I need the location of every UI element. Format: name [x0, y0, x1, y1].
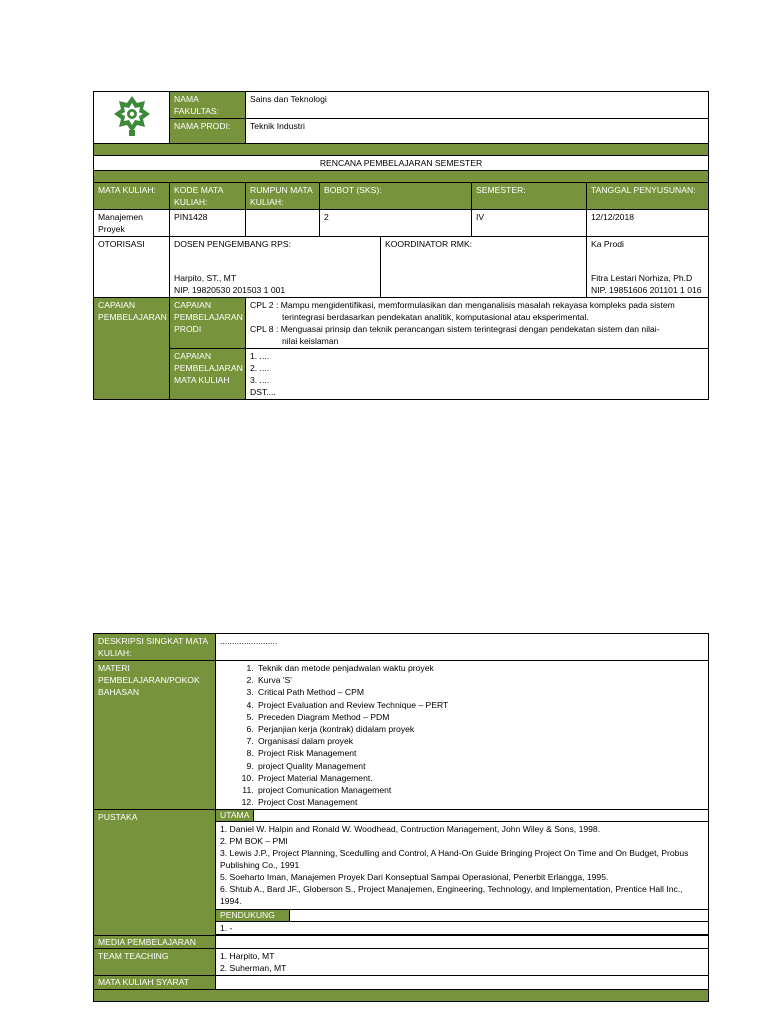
materi-item: 9. project Quality Management	[256, 760, 704, 772]
pustaka-item: 1. Daniel W. Halpin and Ronald W. Woodhead, Contruction Management, John Wiley & Sons, 1998.	[220, 824, 601, 835]
deskripsi-value: ........................	[216, 634, 709, 661]
team-content	[216, 949, 709, 976]
utama-content	[216, 822, 709, 910]
cpl8-line1: CPL 8 : Menguasai prinsip dan teknik perancangan sistem terintegrasi dengan pendekatan sistem dan nilai-	[250, 324, 660, 334]
pendukung-label: PENDUKUNG	[216, 910, 290, 921]
rps-header-table	[93, 91, 709, 400]
syarat-value	[216, 976, 709, 990]
cpl2-line1: CPL 2 : Mampu mengidentifikasi, memformulasikan dan menganalisis masalah rekayasa kompleks pada sistem	[250, 300, 675, 310]
dosen-name: Harpito, ST., MT	[174, 273, 237, 283]
pustaka-item: 6. Shtub A., Bard JF., Globerson S., Project Manajemen, Engineering, Technology, and Implementation, Prentice Hall Inc., 1994.	[220, 884, 683, 907]
materi-item: 2. Kurva 'S'	[256, 674, 704, 686]
materi-item: 11. project Comunication Management	[256, 784, 704, 796]
materi-item: 12. Project Cost Management	[256, 796, 704, 808]
syarat-label: MATA KULIAH SYARAT	[94, 976, 216, 990]
capaian-prodi-label: CAPAIAN PEMBELAJARAN PRODI	[170, 298, 246, 349]
cpl8-line2: nilai keislaman	[282, 336, 339, 346]
materi-label: MATERI PEMBELAJARAN/POKOK BAHASAN	[94, 661, 216, 810]
koordinator-cell	[381, 237, 587, 298]
logo-cell	[94, 92, 170, 144]
capaian-mk-label: CAPAIAN PEMBELAJARAN MATA KULIAH	[170, 349, 246, 400]
rps-detail-table	[93, 633, 709, 1002]
koordinator-label: KOORDINATOR RMK:	[385, 239, 473, 249]
col-tanggal: TANGGAL PENYUSUNAN:	[587, 183, 709, 210]
kaprodi-label: Ka Prodi	[591, 239, 624, 249]
materi-content	[216, 661, 709, 810]
dosen-cell	[170, 237, 381, 298]
team-item: 1. Harpito, MT	[220, 951, 275, 962]
materi-item: 1. Teknik dan metode penjadwalan waktu proyek	[256, 662, 704, 674]
capaian-prodi-content	[246, 298, 709, 349]
val-bobot: 2	[320, 210, 472, 237]
col-semester: SEMESTER:	[472, 183, 587, 210]
deskripsi-label: DESKRIPSI SINGKAT MATA KULIAH:	[94, 634, 216, 661]
materi-item: 6. Perjanjian kerja (kontrak) didalam proyek	[256, 723, 704, 735]
university-emblem-icon	[108, 94, 156, 138]
capaian-mk-item: 2. ....	[250, 363, 270, 373]
prodi-label: NAMA PRODI:	[170, 119, 246, 144]
media-value	[216, 936, 709, 949]
kaprodi-nip: NIP. 19851606 201101 1 016	[591, 285, 702, 295]
green-spacer	[94, 144, 709, 156]
val-semester: IV	[472, 210, 587, 237]
pendukung-content	[216, 922, 709, 935]
green-spacer	[94, 171, 709, 183]
materi-item: 10. Project Material Management.	[256, 772, 704, 784]
document-title: RENCANA PEMBELAJARAN SEMESTER	[94, 156, 709, 171]
capaian-mk-item: 3. ....	[250, 375, 270, 385]
pendukung-row	[216, 910, 709, 922]
pustaka-item: 3. Lewis J.P., Project Planning, Scedulling and Control, A Hand-On Guide Bringing Project On Time and On Budget, Probus Publishing Co., 1991	[220, 848, 689, 871]
capaian-label: CAPAIAN PEMBELAJARAN	[94, 298, 170, 400]
fakultas-label: NAMA FAKULTAS:	[170, 92, 246, 119]
capaian-mk-item: 1. ....	[250, 351, 270, 361]
media-label: MEDIA PEMBELAJARAN	[94, 936, 216, 949]
materi-item: 4. Project Evaluation and Review Technique – PERT	[256, 699, 704, 711]
dosen-label: DOSEN PENGEMBANG RPS:	[174, 239, 291, 249]
utama-row	[216, 810, 709, 822]
pustaka-item: 5. Soeharto Iman, Manajemen Proyek Dari Konseptual Sampai Operasional, Penerbit Erlangga, 1995.	[220, 872, 609, 883]
prodi-value: Teknik Industri	[246, 119, 709, 144]
val-tanggal: 12/12/2018	[587, 210, 709, 237]
dosen-nip: NIP. 19820530 201503 1 001	[174, 285, 286, 295]
otorisasi-label: OTORISASI	[94, 237, 170, 298]
materi-item: 8. Project Risk Management	[256, 747, 704, 759]
col-kode-mata-kuliah: KODE MATA KULIAH:	[170, 183, 246, 210]
pendukung-item: 1. -	[220, 923, 233, 934]
materi-item: 5. Preceden Diagram Method – PDM	[256, 711, 704, 723]
materi-item: 3. Critical Path Method – CPM	[256, 686, 704, 698]
materi-item: 7. Organisasi dalam proyek	[256, 735, 704, 747]
kaprodi-name: Fitra Lestari Norhiza, Ph.D	[591, 273, 693, 283]
green-footer-bar	[94, 990, 709, 1002]
val-kode: PIN1428	[170, 210, 246, 237]
kaprodi-cell	[587, 237, 709, 298]
cpl2-line2: terintegrasi berdasarkan pendekatan analitik, komputasional atau eksperimental.	[282, 312, 589, 322]
val-rumpun	[246, 210, 320, 237]
capaian-mk-item: DST....	[250, 387, 276, 397]
team-item: 2. Suherman, MT	[220, 963, 287, 974]
pustaka-label: PUSTAKA	[94, 810, 216, 936]
col-rumpun: RUMPUN MATA KULIAH:	[246, 183, 320, 210]
materi-list	[220, 662, 704, 808]
col-mata-kuliah: MATA KULIAH:	[94, 183, 170, 210]
val-mata-kuliah: Manajemen Proyek	[94, 210, 170, 237]
capaian-mk-content	[246, 349, 709, 400]
utama-label: UTAMA	[216, 810, 254, 821]
pustaka-item: 2. PM BOK – PMI	[220, 836, 288, 847]
team-label: TEAM TEACHING	[94, 949, 216, 976]
col-bobot: BOBOT (SKS):	[320, 183, 472, 210]
fakultas-value: Sains dan Teknologi	[246, 92, 709, 119]
